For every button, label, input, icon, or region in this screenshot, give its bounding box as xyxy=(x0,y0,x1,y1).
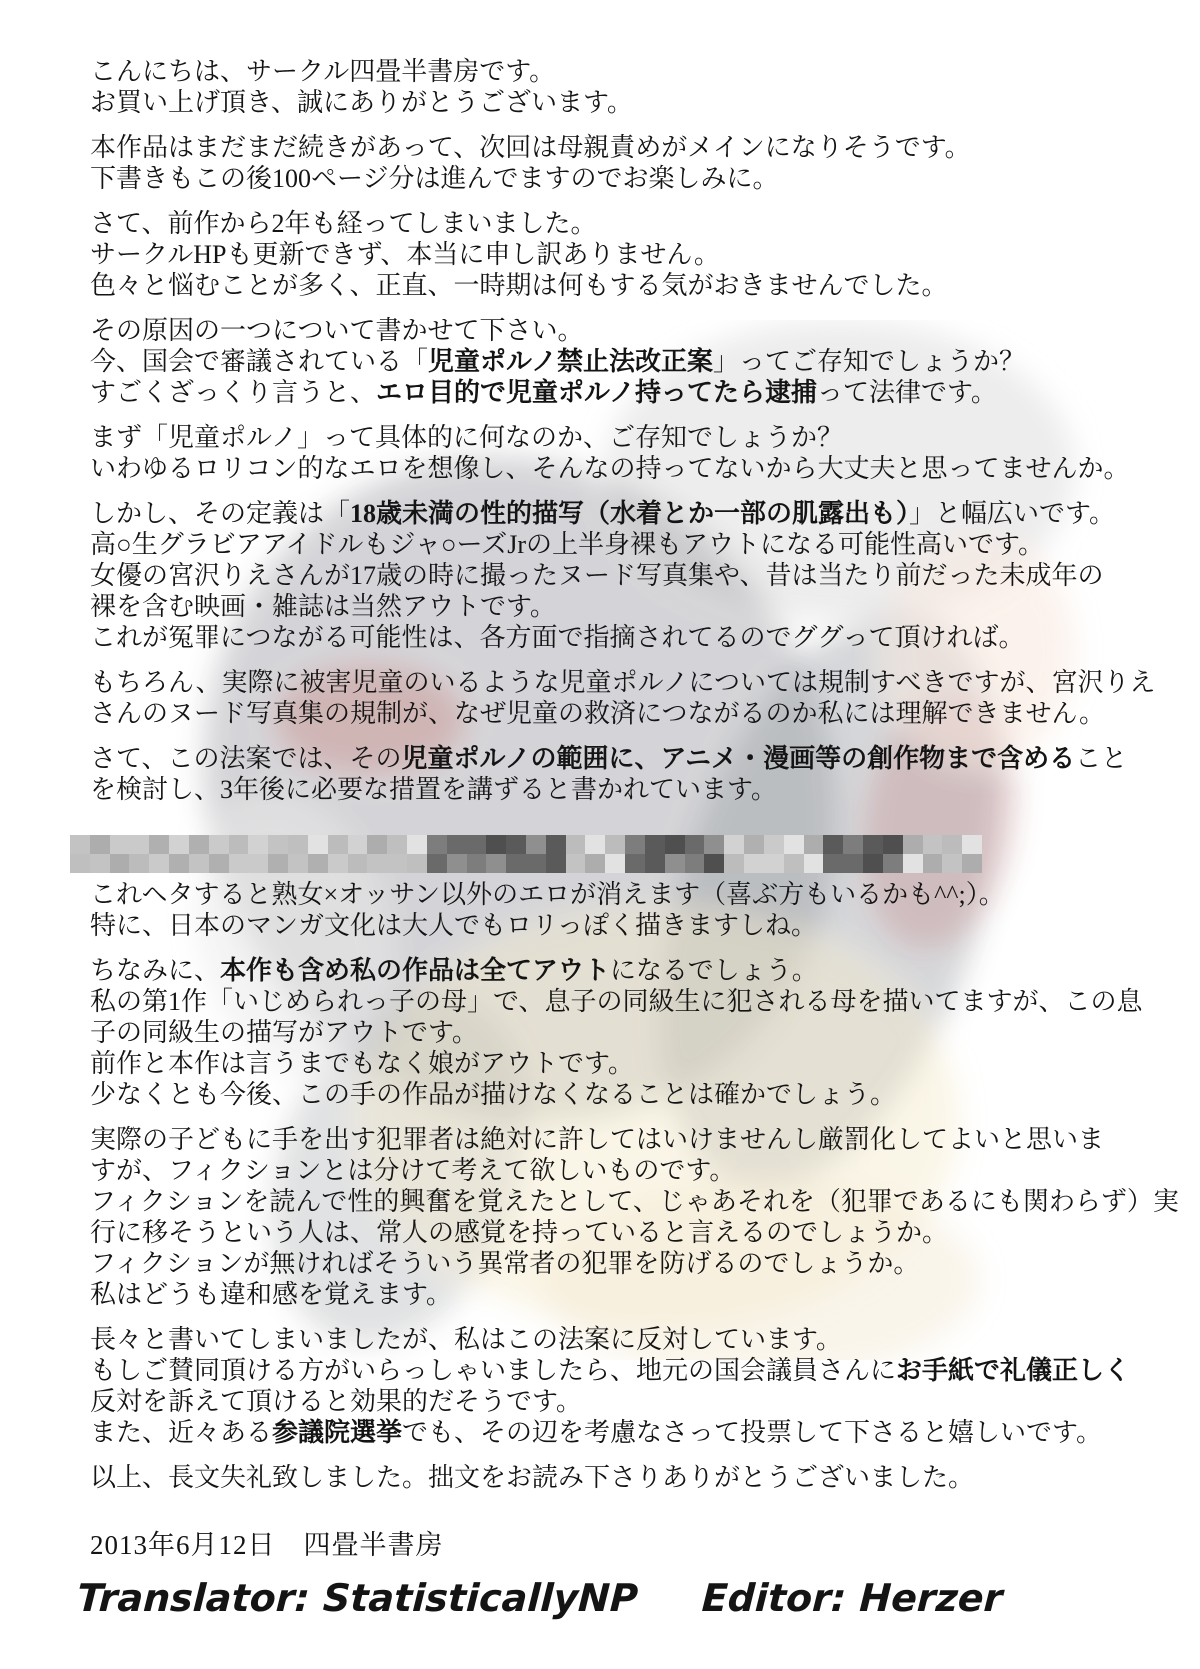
text-line: 反対を訴えて頂けると効果的だそうです。 xyxy=(90,1387,582,1416)
text-line: こんにちは、サークル四畳半書房です。 xyxy=(90,57,556,86)
text-line: さて、この法案では、その児童ポルノの範囲に、アニメ・漫画等の創作物まで含めること xyxy=(90,744,1128,773)
text-line: を検討し、3年後に必要な措置を講ずると書かれています。 xyxy=(90,775,777,804)
paragraph xyxy=(90,422,1170,484)
text-line: すが、フィクションとは分けて考えて欲しいものです。 xyxy=(90,1156,736,1185)
text-line: さて、前作から2年も経ってしまいました。 xyxy=(90,209,597,238)
text-line: さんのヌード写真集の規制が、なぜ児童の救済につながるのか私には理解できません。 xyxy=(90,699,1106,728)
text-line: 実際の子どもに手を出す犯罪者は絶対に許してはいけませんし厳罰化してよいと思いま xyxy=(90,1125,1105,1154)
text-line: 以上、長文失礼致しました。拙文をお読み下さりありがとうございました。 xyxy=(90,1463,975,1492)
paragraph xyxy=(90,667,1170,729)
text-line: これヘタすると熟女×オッサン以外のエロが消えます（喜ぶ方もいるかも^^;）。 xyxy=(90,880,1005,909)
paragraph xyxy=(90,208,1170,301)
text-line: 私の第1作「いじめられっ子の母」で、息子の同級生に犯される母を描いてますが、この息 xyxy=(90,987,1143,1016)
text-line: すごくざっくり言うと、エロ目的で児童ポルノ持ってたら逮捕って法律です。 xyxy=(90,378,997,407)
text-line: これが冤罪につながる可能性は、各方面で指摘されてるのでググって頂ければ。 xyxy=(90,623,1025,652)
paragraph xyxy=(90,56,1170,118)
paragraph xyxy=(90,1462,1170,1493)
text-line: 高○生グラビアアイドルもジャ○ーズJrの上半身裸もアウトになる可能性高いです。 xyxy=(90,530,1044,559)
text-line: ちなみに、本作も含め私の作品は全てアウトになるでしょう。 xyxy=(90,956,818,985)
text-line: もしご賛同頂ける方がいらっしゃいましたら、地元の国会議員さんにお手紙で礼儀正しく xyxy=(90,1356,1131,1385)
text-line: 私はどうも違和感を覚えます。 xyxy=(90,1280,452,1309)
text-line: 女優の宮沢りえさんが17歳の時に撮ったヌード写真集や、昔は当たり前だった未成年の xyxy=(90,561,1104,590)
text-line: 少なくとも今後、この手の作品が描けなくなることは確かでしょう。 xyxy=(90,1080,897,1109)
paragraph xyxy=(90,1324,1170,1448)
text-line: まず「児童ポルノ」って具体的に何なのか、ご存知でしょうか？ xyxy=(90,423,843,452)
text-line: もちろん、実際に被害児童のいるような児童ポルノについては規制すべきですが、宮沢りえ xyxy=(90,668,1156,697)
text-line: しかし、その定義は「18歳未満の性的描写（水着とか一部の肌露出も）」と幅広いです。 xyxy=(90,499,1115,528)
paragraph xyxy=(90,498,1170,653)
text-line: 色々と悩むことが多く、正直、一時期は何もする気がおきませんでした。 xyxy=(90,271,948,300)
text-line: お買い上げ頂き、誠にありがとうございます。 xyxy=(90,88,633,117)
text-line: いわゆるロリコン的なエロを想像し、そんなの持ってないから大丈夫と思ってませんか。 xyxy=(90,454,1130,483)
text-line: 下書きもこの後100ページ分は進んでますのでお楽しみに。 xyxy=(90,164,779,193)
paragraph xyxy=(90,879,1170,941)
paragraph xyxy=(90,743,1170,805)
text-line: 子の同級生の描写がアウトです。 xyxy=(90,1018,478,1047)
text-line: 本作品はまだまだ続きがあって、次回は母親責めがメインになりそうです。 xyxy=(90,133,971,162)
text-line: 特に、日本のマンガ文化は大人でもロリっぽく描きますしね。 xyxy=(90,911,817,940)
text-line: 行に移そうという人は、常人の感覚を持っていると言えるのでしょうか。 xyxy=(90,1218,949,1247)
translator-credit: Translator: StatisticallyNP xyxy=(76,1576,640,1620)
paragraph xyxy=(90,315,1170,408)
paragraph xyxy=(90,1124,1179,1310)
editor-credit: Editor: Herzer xyxy=(700,1576,1004,1620)
credits-line xyxy=(76,1576,1172,1620)
text-line: また、近々ある参議院選挙でも、その辺を考慮なさって投票して下さると嬉しいです。 xyxy=(90,1418,1102,1447)
text-line: サークルHPも更新できず、本当に申し訳ありません。 xyxy=(90,240,720,269)
text-line: 今、国会で審議されている「児童ポルノ禁止法改正案」ってご存知でしょうか？ xyxy=(90,347,1025,376)
text-line: その原因の一つについて書かせて下さい。 xyxy=(90,316,584,345)
text-line: フィクションを読んで性的興奮を覚えたとして、じゃあそれを（犯罪であるにも関わらず）実 xyxy=(90,1187,1179,1216)
paragraph xyxy=(90,132,1170,194)
text-line: 長々と書いてしまいましたが、私はこの法案に反対しています。 xyxy=(90,1325,842,1354)
text-line: 前作と本作は言うまでもなく娘がアウトです。 xyxy=(90,1049,634,1078)
text-line: フィクションが無ければそういう異常者の犯罪を防げるのでしょうか。 xyxy=(90,1249,920,1278)
text-line: 裸を含む映画・雑誌は当然アウトです。 xyxy=(90,592,556,621)
paragraph xyxy=(90,955,1170,1110)
censor-mosaic xyxy=(70,835,982,873)
date-line: 2013年6月12日 四畳半書房 xyxy=(90,1530,444,1560)
